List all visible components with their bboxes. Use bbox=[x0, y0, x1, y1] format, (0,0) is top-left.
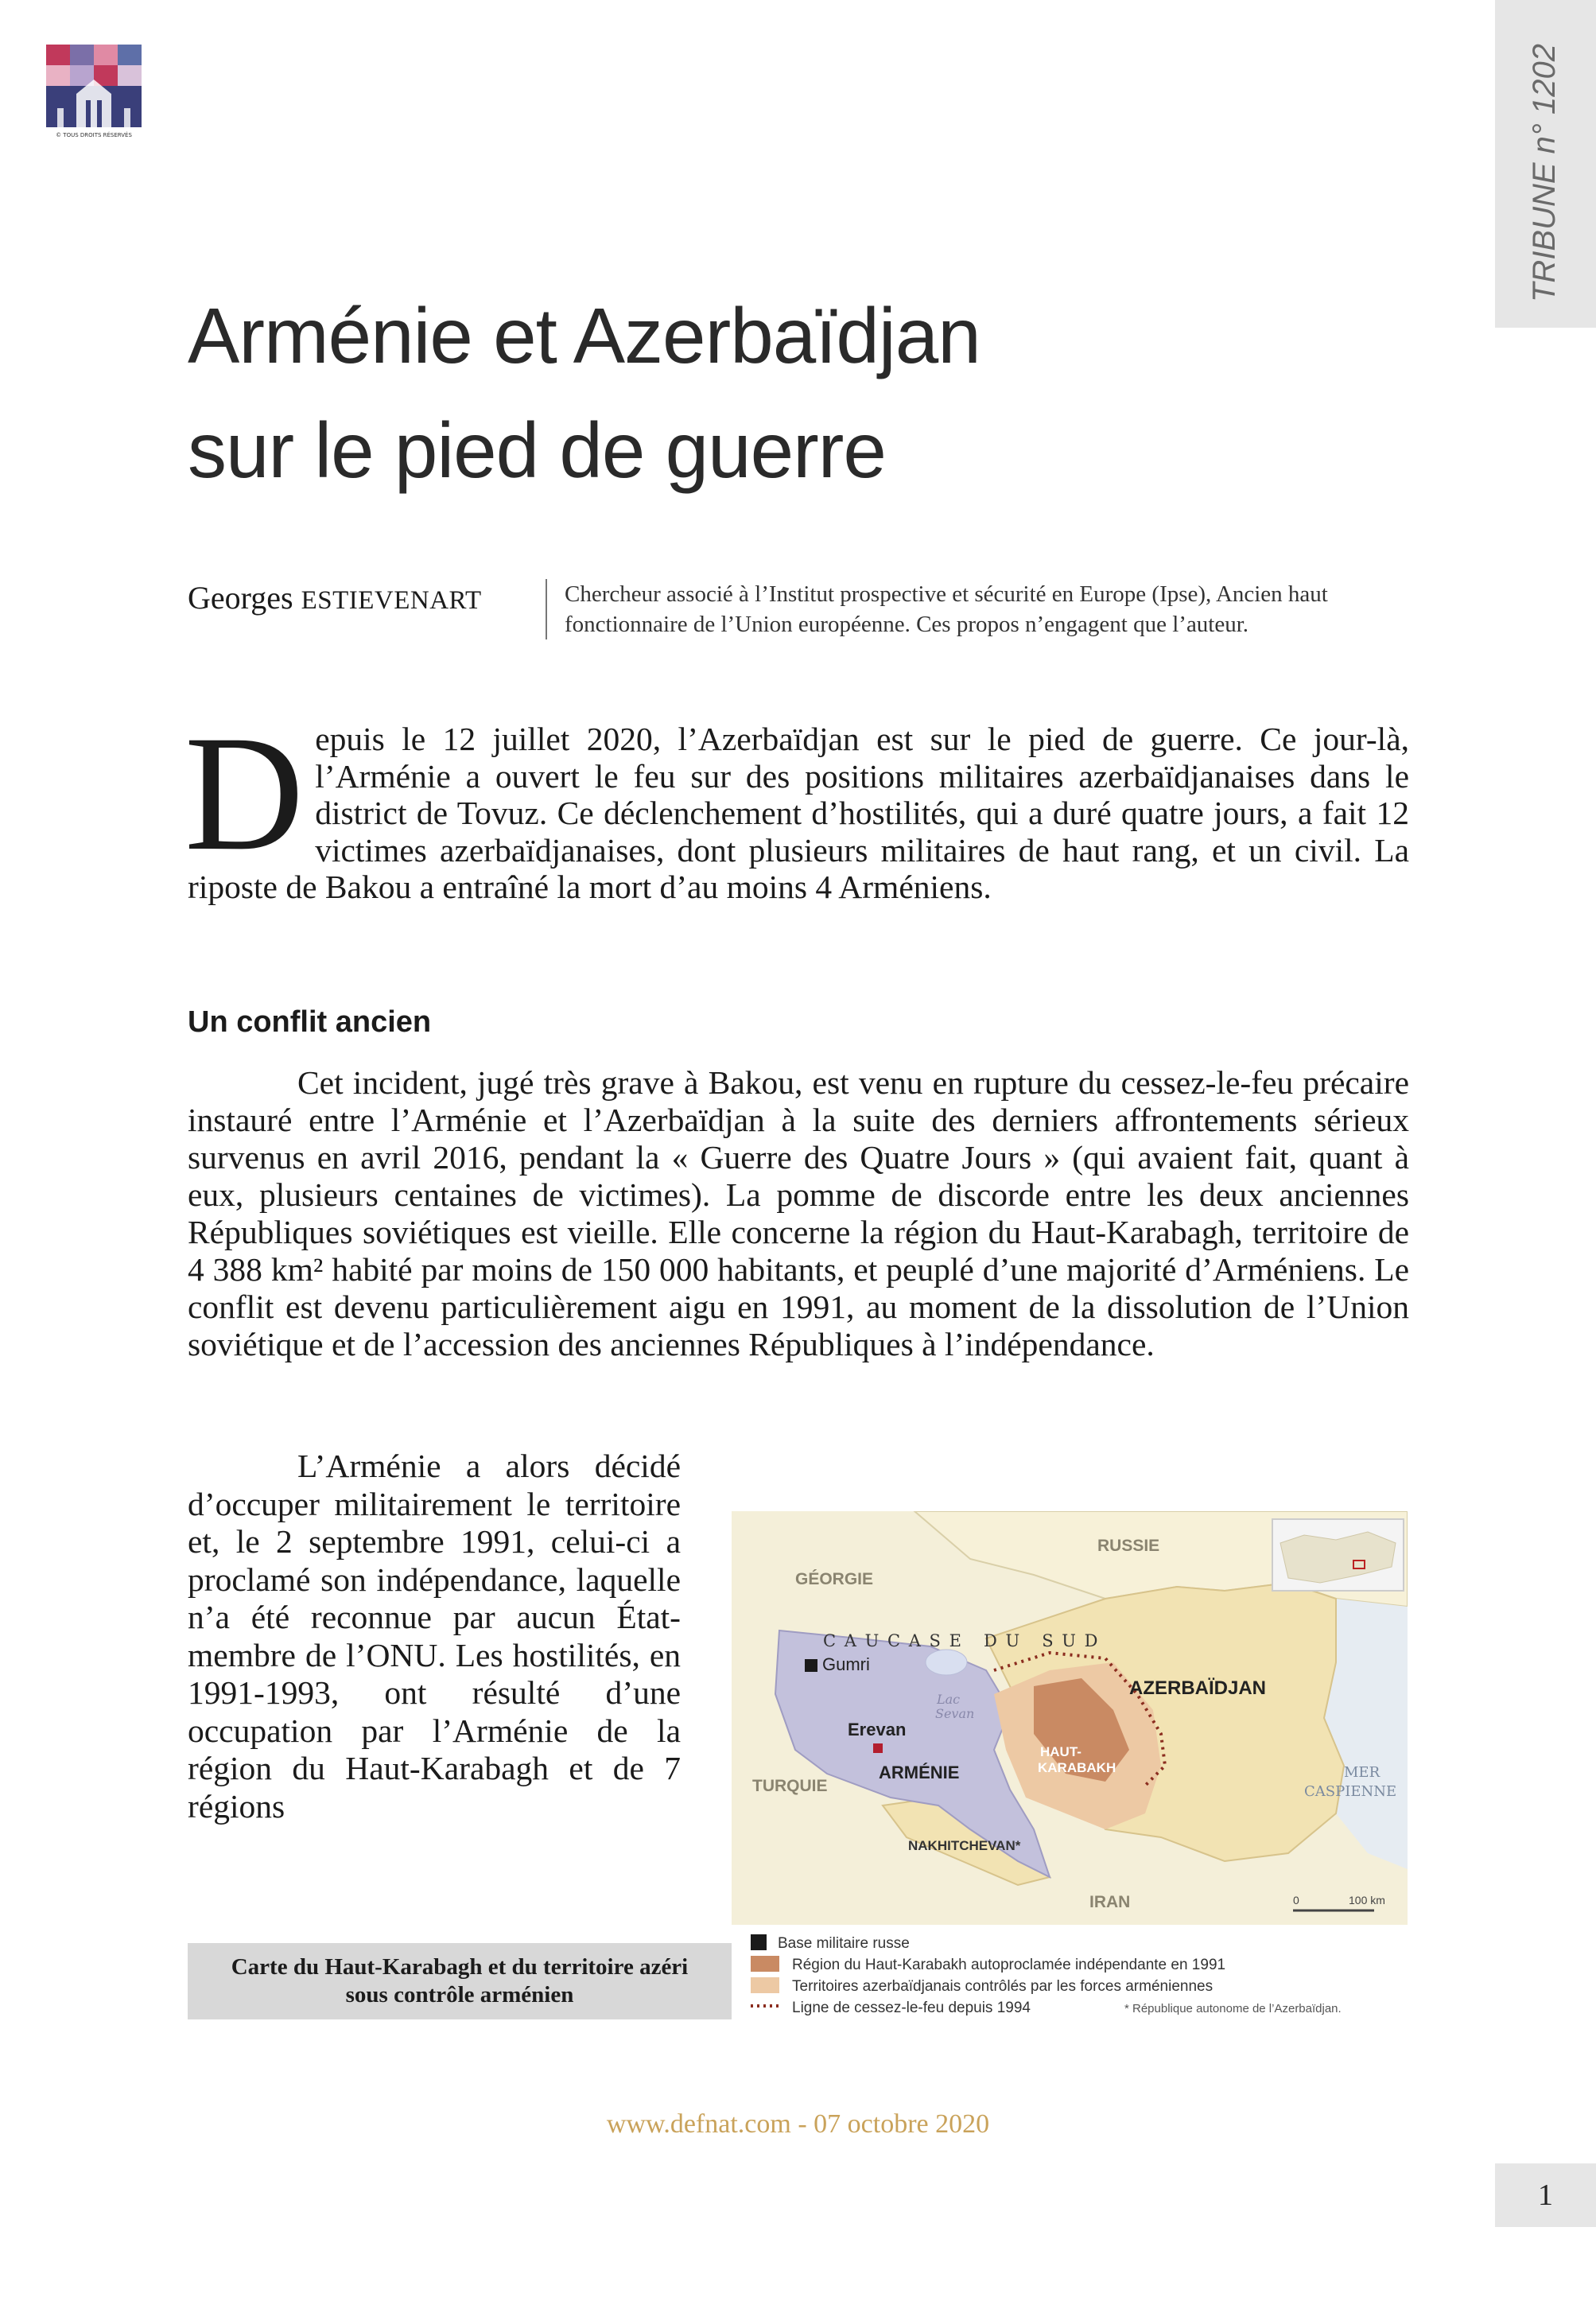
label-georgie: GÉORGIE bbox=[795, 1570, 874, 1588]
label-turquie: TURQUIE bbox=[752, 1777, 828, 1795]
legend-label-2: Région du Haut-Karabakh autoproclamée indépendante en 1991 bbox=[792, 1957, 1226, 1973]
publication-logo bbox=[46, 45, 142, 140]
legend-label-1: Base militaire russe bbox=[778, 1935, 910, 1952]
footer-source-date: www.defnat.com - 07 octobre 2020 bbox=[606, 2109, 990, 2139]
lead-paragraph bbox=[184, 702, 1409, 906]
label-lac: Lac bbox=[937, 1692, 961, 1707]
legend-label-3: Territoires azerbaïdjanais contrôlés par les forces arméniennes bbox=[792, 1978, 1214, 1995]
label-haut: HAUT- bbox=[1040, 1744, 1081, 1759]
label-iran: IRAN bbox=[1089, 1893, 1131, 1911]
legend-swatch-1 bbox=[751, 1934, 767, 1950]
map-footnote: * République autonome de l’Azerbaïdjan. bbox=[1124, 2002, 1342, 2015]
author-name bbox=[188, 576, 538, 623]
logo-caption: © TOUS DROITS RÉSERVÉS bbox=[56, 132, 132, 138]
page-number: 1 bbox=[1495, 2163, 1596, 2227]
label-caucase: C A U C A S E D U S U D bbox=[823, 1631, 1100, 1650]
military-base-icon bbox=[805, 1659, 817, 1672]
legend-swatch-3 bbox=[751, 1977, 779, 1993]
label-erevan: Erevan bbox=[848, 1720, 907, 1739]
scale-km: 100 km bbox=[1349, 1894, 1385, 1906]
author-divider bbox=[546, 579, 547, 639]
author-last-name: ESTIEVENART bbox=[301, 586, 482, 615]
section-heading: Un conflit ancien bbox=[188, 1005, 432, 1039]
title-line-1: Arménie et Azerbaïdjan bbox=[188, 292, 981, 379]
paragraph-1-text: Cet incident, jugé très grave à Bakou, est venu en rupture du cessez-le-feu précaire instauré entre l’Arménie et l’Azerbaïdjan à la suite des derniers affrontements sérieux survenus en avril 2016, pendant la « Guerre des Quatre Jours » (qui avaient fait, quant à eux, plusieurs centaines de victimes). La pomme de discorde entre les deux anciennes Républiques soviétiques est vieille. Elle concerne la région du Haut-Karabagh, territoire de 4 388 km² habité par moins de 150 000 habitants, et peuplé d’une majorité d’Arméniens. Le conflit est devenu particulièrement aigu en 1991, au moment de la dissolution de l’Union soviétique et de l’accession des anciennes Républiques à l’indépendance. bbox=[188, 1064, 1409, 1362]
label-azerbaidjan: AZERBAÏDJAN bbox=[1129, 1677, 1267, 1699]
label-sevan: Sevan bbox=[935, 1706, 975, 1721]
body-paragraph-1 bbox=[188, 1064, 1409, 1363]
capital-marker bbox=[873, 1743, 883, 1753]
label-armenie: ARMÉNIE bbox=[879, 1763, 960, 1782]
label-caspienne: CASPIENNE bbox=[1304, 1783, 1397, 1800]
figure-caption bbox=[188, 1943, 732, 2019]
author-first-name: Georges bbox=[188, 580, 293, 616]
author-affiliation: Chercheur associé à l’Institut prospective et sécurité en Europe (Ipse), Ancien haut fonctionnaire de l’Union européenne. Ces propos n’engagent que l’auteur. bbox=[565, 581, 1328, 637]
scale-zero: 0 bbox=[1293, 1894, 1299, 1906]
label-nakhitchevan: NAKHITCHEVAN* bbox=[908, 1838, 1021, 1853]
title-line-2: sur le pied de guerre bbox=[188, 406, 886, 494]
legend-swatch-2 bbox=[751, 1956, 779, 1972]
label-karabakh: KARABAKH bbox=[1038, 1760, 1116, 1775]
label-mer: MER bbox=[1344, 1764, 1380, 1781]
drop-cap: D bbox=[184, 702, 305, 884]
article-title bbox=[188, 278, 1380, 507]
paragraph-2-text: L’Arménie a alors décidé d’occuper militairement le territoire et, le 2 septembre 1991, celui-ci a proclamé son indépendance, laquelle n’a été reconnue par aucun État-membre de l’ONU. Les hostilités, en 1991-1993, ont résulté d’une occupation par l’Arménie de la région du Haut-Karabagh et de 7 régions bbox=[188, 1448, 681, 1825]
figure-caption-text: Carte du Haut-Karabagh et du territoire azéri sous contrôle arménien bbox=[231, 1954, 689, 2008]
karabakh-map bbox=[732, 1511, 1408, 2020]
series-label: TRIBUNE n° 1202 bbox=[1527, 43, 1562, 302]
legend-label-4: Ligne de cessez-le-feu depuis 1994 bbox=[792, 2000, 1031, 2016]
lead-text: epuis le 12 juillet 2020, l’Azerbaïdjan est sur le pied de guerre. Ce jour-là, l’Arménie a ouvert le feu sur des positions militaires azerbaïdjanaises dans le district de Tovuz. Ce déclenchement d’hostilités, qui a duré quatre jours, a fait 12 victimes azerbaïdjanaises, dont plusieurs militaires de haut rang, et un civil. La riposte de Bakou a entraîné la mort d’au moins 4 Arméniens. bbox=[188, 721, 1409, 905]
label-gumri: Gumri bbox=[822, 1654, 870, 1674]
label-russie: RUSSIE bbox=[1097, 1537, 1160, 1555]
body-paragraph-2 bbox=[188, 1448, 681, 1825]
